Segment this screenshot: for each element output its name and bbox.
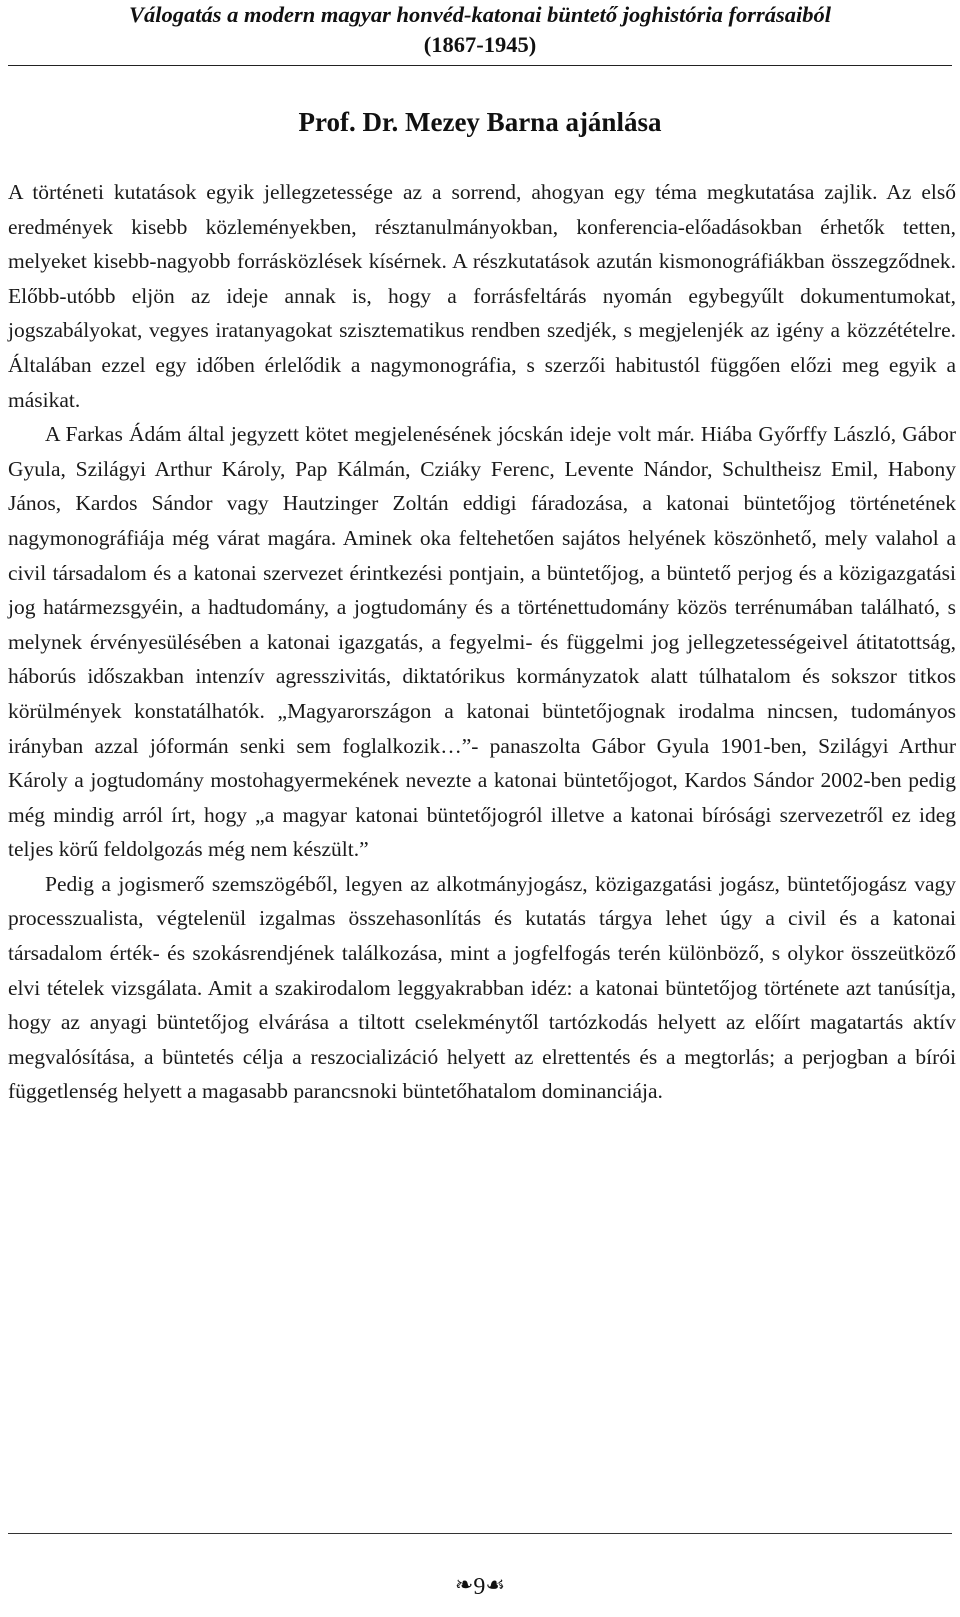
- ornament-left-icon: ❧: [454, 1572, 474, 1597]
- body-text: [8, 175, 956, 1109]
- paragraph-2: A Farkas Ádám által jegyzett kötet megjelenésének jócskán ideje volt már. Hiába Győrffy László, Gábor Gyula, Szilágyi Arthur Károly, Pap Kálmán, Cziáky Ferenc, Levente Nándor, Schultheisz Emil, Habony János, Kardos Sándor vagy Hautzinger Zoltán eddigi fáradozása, a katonai büntetőjog történetének nagymonográfiája még várat magára. Aminek oka feltehetően sajátos helyének köszönhető, mely valahol a civil társadalom és a katonai szervezet érintkezési pontjain, a büntetőjog, a büntető perjog és a közigazgatási jog határmezsgyéin, a hadtudomány, a jogtudomány és a történettudomány közös terrénumában található, s melynek érvényesülésében a katonai igazgatás, a fegyelmi- és függelmi jog jellegzetességeivel átitatottság, háborús időszakban intenzív agresszivitás, diktatórikus kormányzatok alatt túlhatalom és sokszor titkos körülmények konstatálhatók. „Magyarországon a katonai büntetőjognak irodalma nincsen, tudományos irányban azzal jóformán senki sem foglalkozik…”- panaszolta Gábor Gyula 1901-ben, Szilágyi Arthur Károly a jogtudomány mostohagyermekének nevezte a katonai büntetőjogot, Kardos Sándor 2002-ben pedig még mindig arról írt, hogy „a magyar katonai büntetőjogról illetve a katonai bírósági szervezetről ez ideg teljes körű feldolgozás még nem készült.”: [8, 422, 956, 862]
- footer-divider: [8, 1533, 952, 1534]
- page-footer: [0, 1570, 960, 1602]
- paragraph-1: A történeti kutatások egyik jellegzetessége az a sorrend, ahogyan egy téma megkutatása zajlik. Az első eredmények kisebb közleményekben, résztanulmányokban, konferencia-előadásokban érhetők tetten, melyeket kisebb-nagyobb forrásközlések kísérnek. A részkutatások azután kismonográfiákban összegződnek. Előbb-utóbb eljön az ideje annak is, hogy a forrásfeltárás nyomán egybegyűlt dokumentumokat, jogszabályokat, vegyes iratanyagokat szisztematikus rendben szedjék, s megjelenjék az igény a közzétételre. Általában ezzel egy időben érlelődik a nagymonográfia, s szerzői habitustól függően előzi meg egyik a másikat.: [8, 180, 956, 412]
- page-number: 9: [473, 1574, 486, 1600]
- header-divider: [8, 65, 952, 66]
- running-header: [0, 0, 960, 62]
- ornament-right-icon: ☙: [485, 1572, 506, 1597]
- page-title: Prof. Dr. Mezey Barna ajánlása: [298, 107, 662, 137]
- running-header-years: (1867-1945): [423, 32, 537, 57]
- running-header-title: Válogatás a modern magyar honvéd-katonai büntető joghistória forrásaiból: [129, 2, 831, 27]
- paragraph-3: Pedig a jogismerő szemszögéből, legyen az alkotmányjogász, közigazgatási jogász, büntetőjogász vagy processzualista, végtelenül izgalmas összehasonlítás és kutatás tárgya lehet úgy a civil és a katonai társadalom érték- és szokásrendjének találkozása, mint a jogfelfogás terén különböző, s olykor összeütköző elvi tételek vizsgálata. Amit a szakirodalom leggyakrabban idéz: a katonai büntetőjog története azt tanúsítja, hogy az anyagi büntetőjog elvárása a tiltott cselekménytől tartózkodás helyett az előírt magatartás aktív megvalósítása, a büntetés célja a reszocializáció helyett az elrettentés és a megtorlás; a perjogban a bírói függetlenség helyett a magasabb parancsnoki büntetőhatalom dominanciája.: [8, 871, 956, 1104]
